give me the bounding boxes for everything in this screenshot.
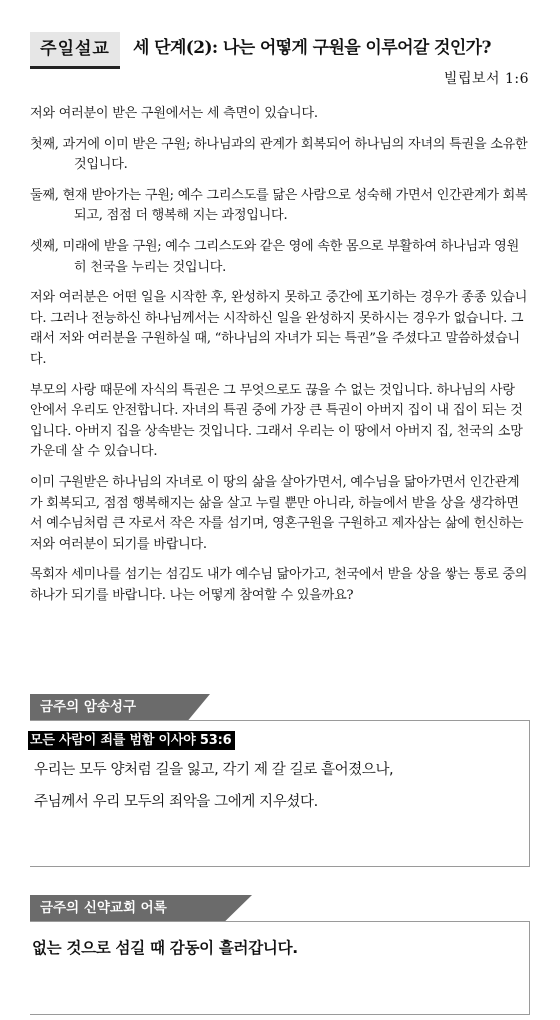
scripture-reference: 빌립보서 1:6: [443, 71, 529, 87]
memory-verse-heading: 모든 사람이 죄를 범함 이사야 53:6: [28, 731, 235, 750]
sermon-paragraph: 목회자 세미나를 섬기는 섬김도 내가 예수님 닮아가고, 천국에서 받을 상을 쌓는 통로 중의 하나가 되기를 바랍니다. 나는 어떻게 참여할 수 있을까요?: [30, 567, 528, 603]
section-label: 주일설교: [30, 32, 120, 69]
church-saying-box: [30, 921, 530, 1015]
sermon-body: [30, 104, 530, 616]
sermon-paragraph: 부모의 사랑 때문에 자식의 특권은 그 무엇으로도 끊을 수 없는 것입니다. 하나님의 사랑 안에서 우리도 안전합니다. 자녀의 특권 중에 가장 큰 특권이 아버지 집이 내 집이 되는 것입니다. 아버지 집을 상속받는 것입니다. 그래서 우리는 이 땅에서 아버지 집, 천국의 소망 가운데 살 수 있습니다.: [30, 382, 523, 460]
church-saying-section: [30, 895, 530, 1015]
church-saying-tab-label: 금주의 신약교회 어록: [40, 900, 167, 916]
sermon-paragraph: 저와 여러분은 어떤 일을 시작한 후, 완성하지 못하고 중간에 포기하는 경우가 종종 있습니다. 그러나 전능하신 하나님께서는 시작하신 일을 완성하지 못하시는 경우가 없습니다. 그래서 저와 여러분을 구원하실 때, “하나님의 자녀가 되는 특권”을 주셨다고 말씀하셨습니다.: [30, 290, 528, 367]
memory-verse-tab-label: 금주의 암송성구: [40, 699, 136, 715]
sermon-point: 셋째, 미래에 받을 구원; 예수 그리스도와 같은 영에 속한 몸으로 부활하여 하나님과 영원히 천국을 누리는 것입니다.: [30, 238, 519, 275]
church-saying-tab: [30, 895, 252, 921]
sermon-intro: 저와 여러분이 받은 구원에서는 세 측면이 있습니다.: [30, 106, 318, 121]
memory-verse-tab: [30, 694, 210, 720]
sermon-title: 세 단계(2): 나는 어떻게 구원을 이루어갈 것인가?: [133, 38, 491, 58]
memory-verse-line: 우리는 모두 양처럼 길을 잃고, 각기 제 갈 길로 흩어졌으나,: [34, 762, 394, 778]
memory-verse-box: [30, 720, 530, 867]
sermon-point: 둘째, 현재 받아가는 구원; 예수 그리스도를 닮은 사람으로 성숙해 가면서 인간관계가 회복되고, 점점 더 행복해 지는 과정입니다.: [30, 187, 528, 224]
church-saying-text: 없는 것으로 섬길 때 감동이 흘러갑니다.: [32, 939, 298, 957]
sermon-paragraph: 이미 구원받은 하나님의 자녀로 이 땅의 삶을 살아가면서, 예수님을 닮아가면서 인간관계가 회복되고, 점점 행복해지는 삶을 살고 누릴 뿐만 아니라, 하늘에서 받을 상을 생각하면서 예수님처럼 큰 자로서 작은 자를 섬기며, 영혼구원을 구원하고 제자삼는 삶에 헌신하는 저와 여러분이 되기를 바랍니다.: [30, 474, 524, 552]
sermon-points: [30, 104, 530, 278]
memory-verse-line: 주님께서 우리 모두의 죄악을 그에게 지우셨다.: [34, 794, 318, 810]
memory-verse-section: [30, 694, 530, 867]
sermon-point: 첫째, 과거에 이미 받은 구원; 하나님과의 관계가 회복되어 하나님의 자녀의 특권을 소유한 것입니다.: [30, 136, 528, 173]
sermon-header: [30, 32, 530, 68]
